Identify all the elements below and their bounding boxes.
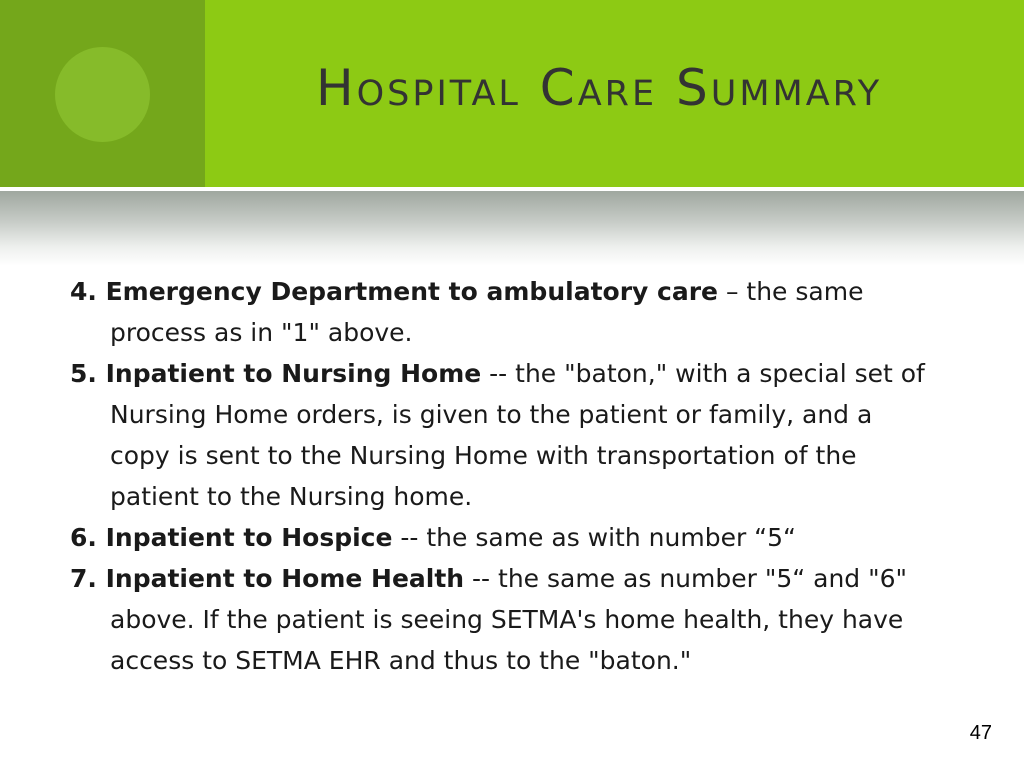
list-item [70, 353, 930, 517]
decorative-circle [55, 47, 150, 142]
header-bar [0, 0, 1024, 187]
slide-title: Hospital Care Summary [316, 59, 883, 117]
item-label: 5. Inpatient to Nursing Home [70, 359, 482, 388]
item-text: – the same process as in "1" above. [110, 277, 864, 347]
item-label: 4. Emergency Department to ambulatory care [70, 277, 718, 306]
list-item [70, 271, 930, 353]
item-text: -- the same as number "5“ and "6" above. If the patient is seeing SETMA's home health, they have access to SETMA EHR and thus to the "baton." [110, 564, 908, 675]
slide-content [70, 271, 930, 681]
header-side-panel [0, 0, 205, 187]
list-item [70, 558, 930, 681]
item-label: 6. Inpatient to Hospice [70, 523, 393, 552]
page-number: 47 [969, 722, 992, 744]
item-label: 7. Inpatient to Home Health [70, 564, 465, 593]
item-text: -- the "baton," with a special set of Nursing Home orders, is given to the patient or family, and a copy is sent to the Nursing Home with transportation of the patient to the Nursing home. [110, 359, 925, 511]
list-item [70, 517, 930, 558]
gradient-band [0, 191, 1024, 266]
item-text: -- the same as with number “5“ [392, 523, 796, 552]
